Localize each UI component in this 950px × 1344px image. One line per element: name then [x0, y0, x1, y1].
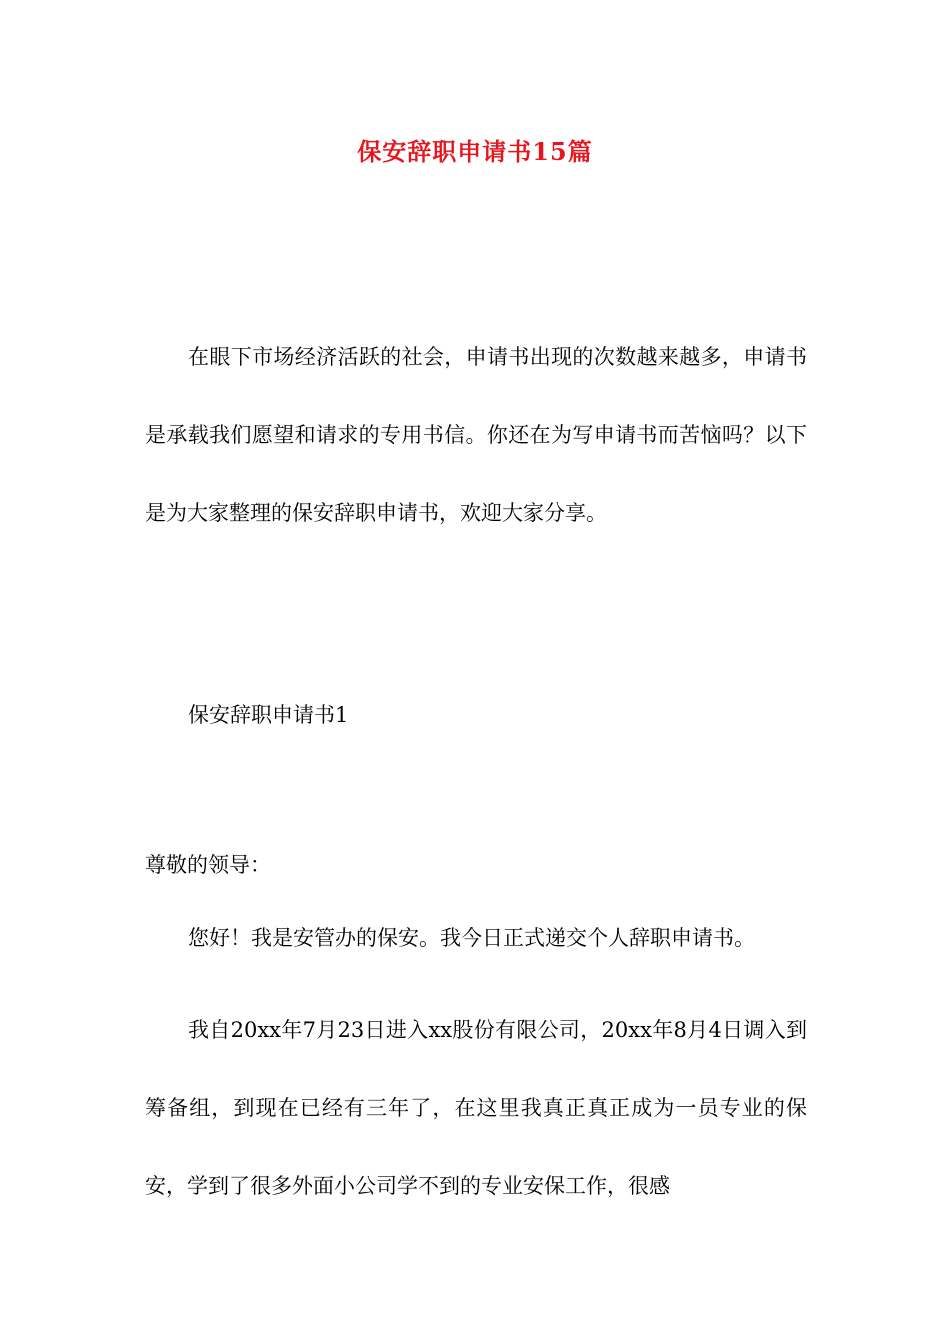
intro-paragraph: 在眼下市场经济活跃的社会，申请书出现的次数越来越多，申请书是承载我们愿望和请求的专用书信。你还在为写申请书而苦恼吗？以下是为大家整理的保安辞职申请书，欢迎大家分享。: [145, 345, 807, 525]
letter-paragraph-body: 我自20xx年7月23日进入xx股份有限公司，20xx年8月4日调入到筹备组，到现在已经有三年了，在这里我真正真正成为一员专业的保安，学到了很多外面小公司学不到的专业安保工作，很感: [145, 1018, 807, 1198]
letter-salutation: 尊敬的领导：: [145, 853, 271, 877]
document-title: 保安辞职申请书15篇: [357, 137, 593, 166]
letter-heading: 保安辞职申请书1: [188, 703, 349, 727]
letter-paragraph-greeting: 您好！我是安管办的保安。我今日正式递交个人辞职申请书。: [188, 926, 755, 950]
